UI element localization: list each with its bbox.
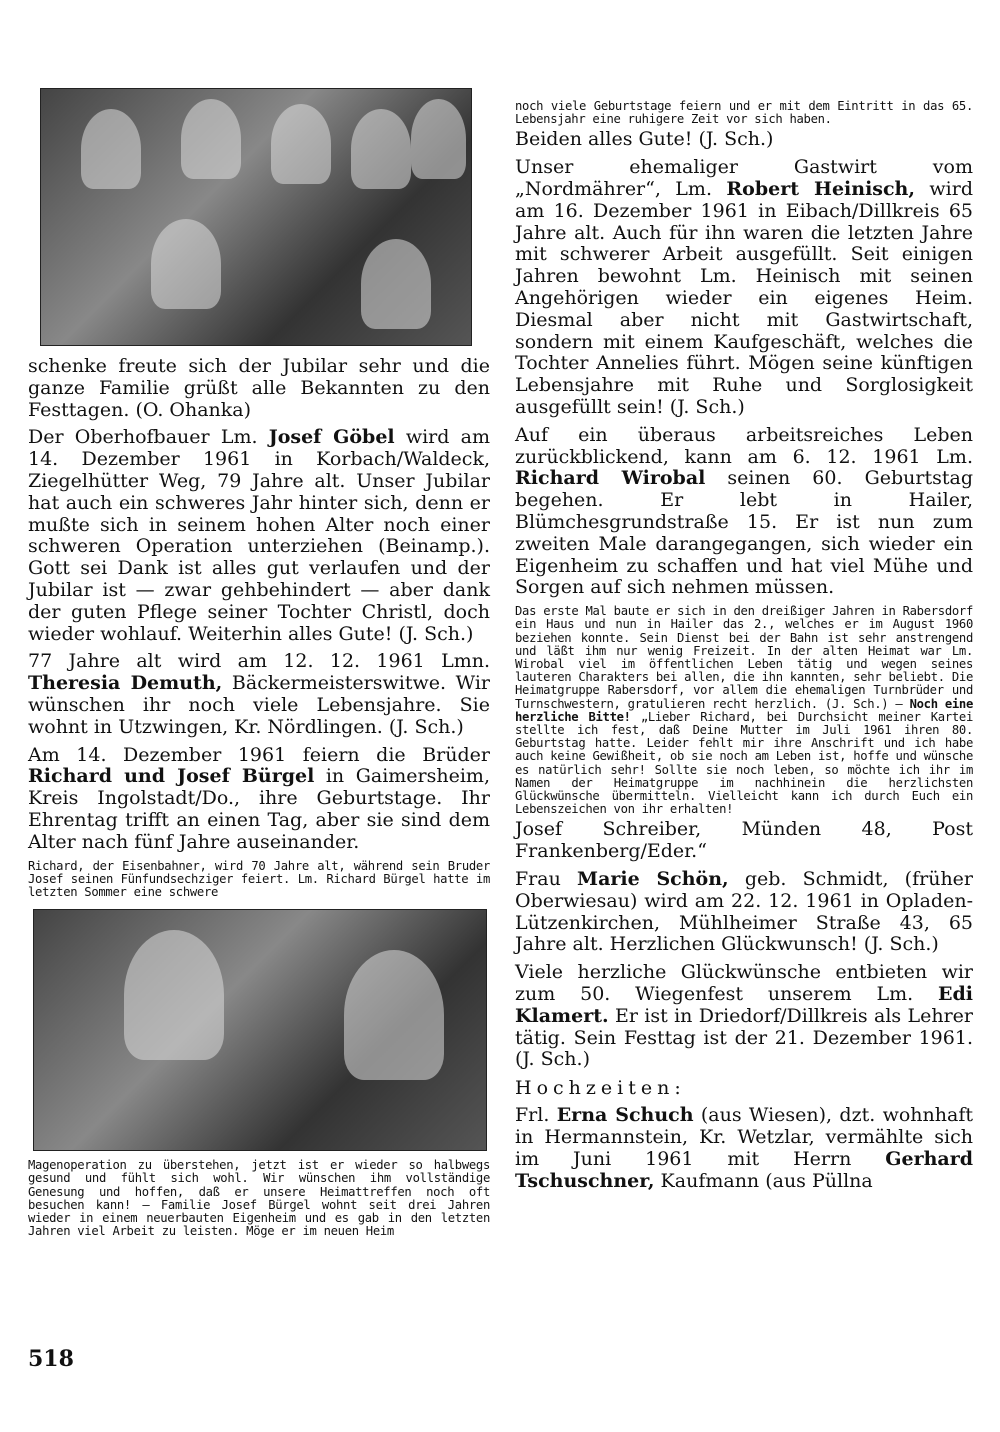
paragraph (515, 425, 973, 599)
text-run: (aus Wiesen), dzt. wohnhaft in Hermannstein, Kr. Wetzlar, vermählte sich im Juni 1961 mit Herrn (515, 1104, 973, 1170)
page-number: 518 (28, 1346, 74, 1372)
bold-name: Gerhard Tschuschner, (515, 1147, 973, 1192)
right-text (515, 100, 973, 1192)
text-run: wird am 14. Dezember 1961 in Korbach/Waldeck, Ziegelhütter Weg, 79 Jahre alt. Unser Jubilar hat auch ein schweres Jahr hinter sich, denn er mußte sich in seinem hohen Alter noch einer schweren Operation unterziehen (Beinamp.). Gott sei Dank ist alles gut verlaufen und der Jubilar ist — zwar gehbehindert — aber dank der guten Pflege seiner Tochter Christl, doch wieder wohlauf. Weiterhin alles Gute! (J. Sch.) (28, 426, 490, 645)
text-run: Bäckermeisterswitwe. Wir wünschen ihr noch viele Lebensjahre. Sie wohnt in Utzwingen, Kr. Nördlingen. (J. Sch.) (28, 672, 491, 738)
text-run: seinen 60. Geburtstag begehen. Er lebt in Hailer, Blümchesgrundstraße 15. Er ist nun zum zweiten Male darangegangen, sich wieder ein Eigenheim zu schaffen und hat viel Mühe und Sorgen auf sich nehmen müssen. (515, 467, 973, 599)
paragraph (28, 745, 490, 854)
paragraph (515, 869, 973, 956)
paragraph (28, 860, 490, 900)
left-column (28, 88, 490, 1241)
text-run: wird am 16. Dezember 1961 in Eibach/Dillkreis 65 Jahre alt. Auch für ihn waren die letzten Jahre mit schwerer Arbeit ausgefüllt. Seit einigen Jahren bewohnt Lm. Heinisch mit seinen Angehörigen wieder ein eigenes Heim. Diesmal aber nicht mit Gastwirtschaft, sondern mit einem Kaufgeschäft, welches die Tochter Annelies führt. Mögen seine künftigen Lebensjahre mit Ruhe und Sorglosigkeit ausgefüllt sein! (J. Sch.) (515, 178, 973, 418)
text-run: Der Oberhofbauer Lm. (28, 426, 269, 449)
bold-name: Richard Wirobal (515, 467, 706, 490)
bold-name: Josef Göbel (268, 426, 395, 449)
text-run: in Gaimersheim, Kreis Ingolstadt/Do., ihre Geburtstage. Ihr Ehrentag trifft an einen Tag, aber sie sind dem Alter nach fünf Jahre auseinander. (28, 765, 490, 853)
text-run: Viele herzliche Glückwünsche entbieten wir zum 50. Wiegenfest unserem Lm. (515, 961, 973, 1005)
paragraph (28, 1159, 490, 1238)
bold-name: Noch eine herzliche Bitte! (515, 696, 973, 724)
bold-name: Erna Schuch (556, 1104, 694, 1127)
paragraph (28, 651, 490, 738)
bold-name: Marie Schön, (577, 867, 729, 890)
text-run: Richard, der Eisenbahner, wird 70 Jahre alt, während sein Bruder Josef seinen Fünfundsechziger feiert. Lm. Richard Bürgel hatte im letzten Sommer eine schwere (28, 858, 490, 899)
text-run: Er ist in Driedorf/Dillkreis als Lehrer tätig. Sein Festtag ist der 21. Dezember 1961. (J. Sch.) (515, 1004, 973, 1071)
text-run: schenke freute sich der Jubilar sehr und die ganze Familie grüßt alle Bekannten zu den Festtagen. (O. Ohanka) (28, 355, 490, 421)
text-run: geb. Schmidt, (früher Oberwiesau) wird am 22. 12. 1961 in Opladen-Lützenkirchen, Mühlheimer Straße 43, 65 Jahre alt. Herzlichen Glückwunsch! (J. Sch.) (515, 867, 974, 956)
bold-name: Robert Heinisch, (726, 178, 915, 200)
brothers-portrait-photo (33, 909, 487, 1151)
paragraph (515, 605, 973, 816)
text-run: Hochzeiten: (515, 1077, 686, 1100)
paragraph (515, 962, 973, 1071)
text-run: Das erste Mal baute er sich in den dreißiger Jahren in Rabersdorf ein Haus und nun in Hailer das 2., welches er im August 1960 beziehen konnte. Sein Dienst bei der Bahn ist sehr anstrengend und läßt ihm nur wenig Freizeit. In der alten Heimat war Lm. Wirobal viel im öffentlichen Leben tätig und wegen seines lauteren Charakters bei allen, die ihn kannten, sehr beliebt. Die Heimatgruppe Rabersdorf, vor allem die ehemaligen Turnbrüder und Turnschwestern, gratulieren recht herzlich. (J. Sch.) — (515, 604, 973, 711)
left-text-continued (28, 1159, 490, 1238)
text-run: 77 Jahre alt wird am 12. 12. 1961 Lmn. (28, 650, 490, 673)
text-run: Frau (515, 867, 578, 890)
text-run: „Lieber Richard, bei Durchsicht meiner Kartei stellte ich fest, daß Deine Mutter im Juli 1961 ihren 80. Geburtstag hatte. Leider fehlt mir ihre Anschrift und ich habe auch keine Gewißheit, ob sie noch am Leben ist, hoffe und wünsche es natürlich sehr! Sollte sie noch leben, so möchte ich ihr im Namen der Heimatgruppe im nachhinein die herzlichsten Glückwünsche übermitteln. Vielleicht kann ich durch Euch ein Lebenszeichen von ihr erhalten! (515, 709, 973, 817)
text-run: Josef Schreiber, Münden 48, Post Frankenberg/Eder.“ (515, 818, 973, 863)
paragraph (515, 1105, 973, 1192)
right-column (515, 100, 973, 1198)
text-run: noch viele Geburtstage feiern und er mit dem Eintritt in das 65. Lebensjahr eine ruhigere Zeit vor sich haben. (515, 99, 973, 127)
text-run: Frl. (515, 1104, 557, 1127)
paragraph (515, 100, 973, 126)
paragraph (515, 157, 973, 419)
text-run: Magenoperation zu überstehen, jetzt ist er wieder so halbwegs gesund und fühlt sich wohl. Wir wünschen ihm vollständige Genesung und hoffen, daß er unsere Heimattreffen noch oft besuchen kann! — Familie Josef Bürgel wohnt seit drei Jahren wieder in einem neuerbauten Eigenheim und es gab in den letzten Jahren viel Arbeit zu leisten. Möge er im neuen Heim (28, 1158, 490, 1239)
paragraph (515, 1077, 973, 1099)
paragraph (515, 819, 973, 863)
paragraph (515, 129, 973, 151)
bold-name: Richard und Josef Bürgel (28, 765, 315, 788)
text-run: Unser ehemaliger Gastwirt vom „Nordmährer“, Lm. (515, 156, 973, 200)
family-group-photo (40, 88, 472, 346)
text-run: Kaufmann (aus Püllna (654, 1169, 873, 1192)
paragraph (28, 427, 490, 645)
text-run: Auf ein überaus arbeitsreiches Leben zurückblickend, kann am 6. 12. 1961 Lm. (515, 423, 973, 468)
bold-name: Theresia Demuth, (28, 672, 223, 695)
text-run: Beiden alles Gute! (J. Sch.) (515, 128, 774, 151)
text-run: Am 14. Dezember 1961 feiern die Brüder (28, 743, 490, 766)
bold-name: Edi Klamert. (515, 982, 973, 1027)
left-text (28, 356, 490, 899)
paragraph (28, 356, 490, 421)
